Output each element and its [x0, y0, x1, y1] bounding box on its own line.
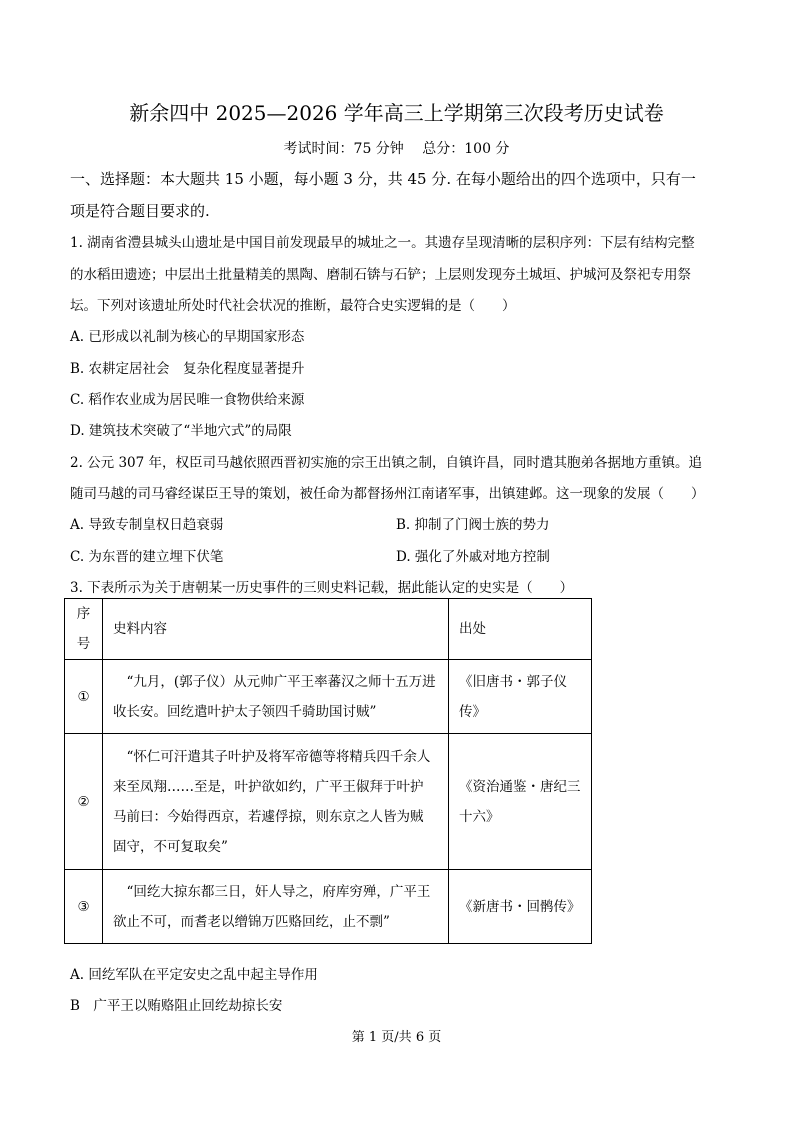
q2-option-d: D. 强化了外戚对地方控制 — [396, 549, 550, 565]
q1-option-b: B. 农耕定居社会 复杂化程度显著提升 — [70, 361, 305, 377]
table-header-row — [65, 599, 592, 660]
page-footer: 第 1 页/共 6 页 — [351, 1030, 442, 1045]
table-row — [65, 660, 592, 734]
row-content-line: 欲止不可，而耆老以缯锦万匹赂回纥，止不剽” — [113, 913, 390, 930]
q2-option-c: C. 为东晋的建立埋下伏笔 — [70, 549, 224, 565]
section-instruction-line2: 项是符合题目要求的. — [70, 202, 210, 220]
q1-option-a: A. 已形成以礼制为核心的早期国家形态 — [70, 329, 305, 345]
table-row — [65, 870, 592, 944]
row-num: ③ — [65, 870, 103, 944]
q3-stem: 3. 下表所示为关于唐朝某一历史事件的三则史料记载，据此能认定的史实是（ ） — [70, 580, 574, 596]
row-content-line: 来至凤翔……至是，叶护欲如约，广平王俶拜于叶护 — [113, 778, 424, 795]
header-num: 序号 — [65, 599, 103, 660]
row-num: ① — [65, 660, 103, 734]
row-source-line: 传》 — [459, 703, 486, 720]
q2-option-b: B. 抑制了门阀士族的势力 — [396, 517, 550, 533]
row-content-line: 收长安。回纥遣叶护太子领四千骑助国讨贼” — [113, 703, 377, 720]
row-content — [103, 870, 449, 944]
row-source-line: 《旧唐书・郭子仪 — [459, 673, 567, 690]
q2-option-a: A. 导致专制皇权日趋衰弱 — [70, 517, 224, 533]
page-title: 新余四中 2025—2026 学年高三上学期第三次段考历史试卷 — [129, 101, 664, 125]
q2-stem-line2: 随司马越的司马睿经谋臣王导的策划，被任命为都督扬州江南诸军事，出镇建邺。这一现象的发展（ ） — [70, 486, 705, 502]
header-content: 史料内容 — [103, 599, 449, 660]
source-table — [64, 598, 592, 944]
row-source — [449, 734, 592, 870]
q1-option-d: D. 建筑技术突破了“半地穴式”的局限 — [70, 423, 292, 439]
row-source-line: 十六》 — [459, 808, 500, 825]
row-content-line: “怀仁可汗遣其子叶护及将军帝德等将精兵四千余人 — [126, 748, 431, 765]
q3-option-a: A. 回纥军队在平定安史之乱中起主导作用 — [70, 967, 318, 983]
row-source — [449, 870, 592, 944]
table-row — [65, 734, 592, 870]
row-source-line: 《新唐书・回鹘传》 — [459, 898, 581, 915]
row-content-line: 固守，不可复取矣” — [113, 838, 228, 855]
q1-stem-line2: 的水稻田遗迹；中层出土批量精美的黑陶、磨制石锛与石铲；上层则发现夯土城垣、护城河及祭祀专用祭 — [70, 267, 691, 283]
section-instruction-line1: 一、选择题：本大题共 15 小题，每小题 3 分，共 45 分. 在每小题给出的四个选项中，只有一 — [70, 170, 696, 188]
row-content-line: 马前曰：今始得西京，若遽俘掠，则东京之人皆为贼 — [113, 808, 424, 825]
row-content — [103, 734, 449, 870]
row-source-line: 《资治通鉴・唐纪三 — [459, 778, 581, 795]
row-content-line: “回纥大掠东都三日，奸人导之，府库穷殚，广平王 — [126, 883, 431, 900]
q2-stem-line1: 2. 公元 307 年，权臣司马越依照西晋初实施的宗王出镇之制，自镇许昌，同时遣其胞弟各据地方重镇。追 — [70, 455, 703, 471]
q1-stem-line3: 坛。下列对该遗址所处时代社会状况的推断，最符合史实逻辑的是（ ） — [70, 298, 516, 314]
row-content — [103, 660, 449, 734]
q1-stem-line1: 1. 湖南省澧县城头山遗址是中国目前发现最早的城址之一。其遗存呈现清晰的层积序列：下层有结构完整 — [70, 235, 695, 251]
row-num: ② — [65, 734, 103, 870]
exam-meta: 考试时间：75 分钟 总分：100 分 — [283, 141, 510, 157]
row-content-line: “九月，(郭子仪）从元帅广平王率蕃汉之师十五万进 — [126, 673, 436, 690]
q3-option-b: B 广平王以贿赂阻止回纥劫掠长安 — [70, 998, 283, 1014]
header-source: 出处 — [449, 599, 592, 660]
q1-option-c: C. 稻作农业成为居民唯一食物供给来源 — [70, 392, 305, 408]
row-source — [449, 660, 592, 734]
